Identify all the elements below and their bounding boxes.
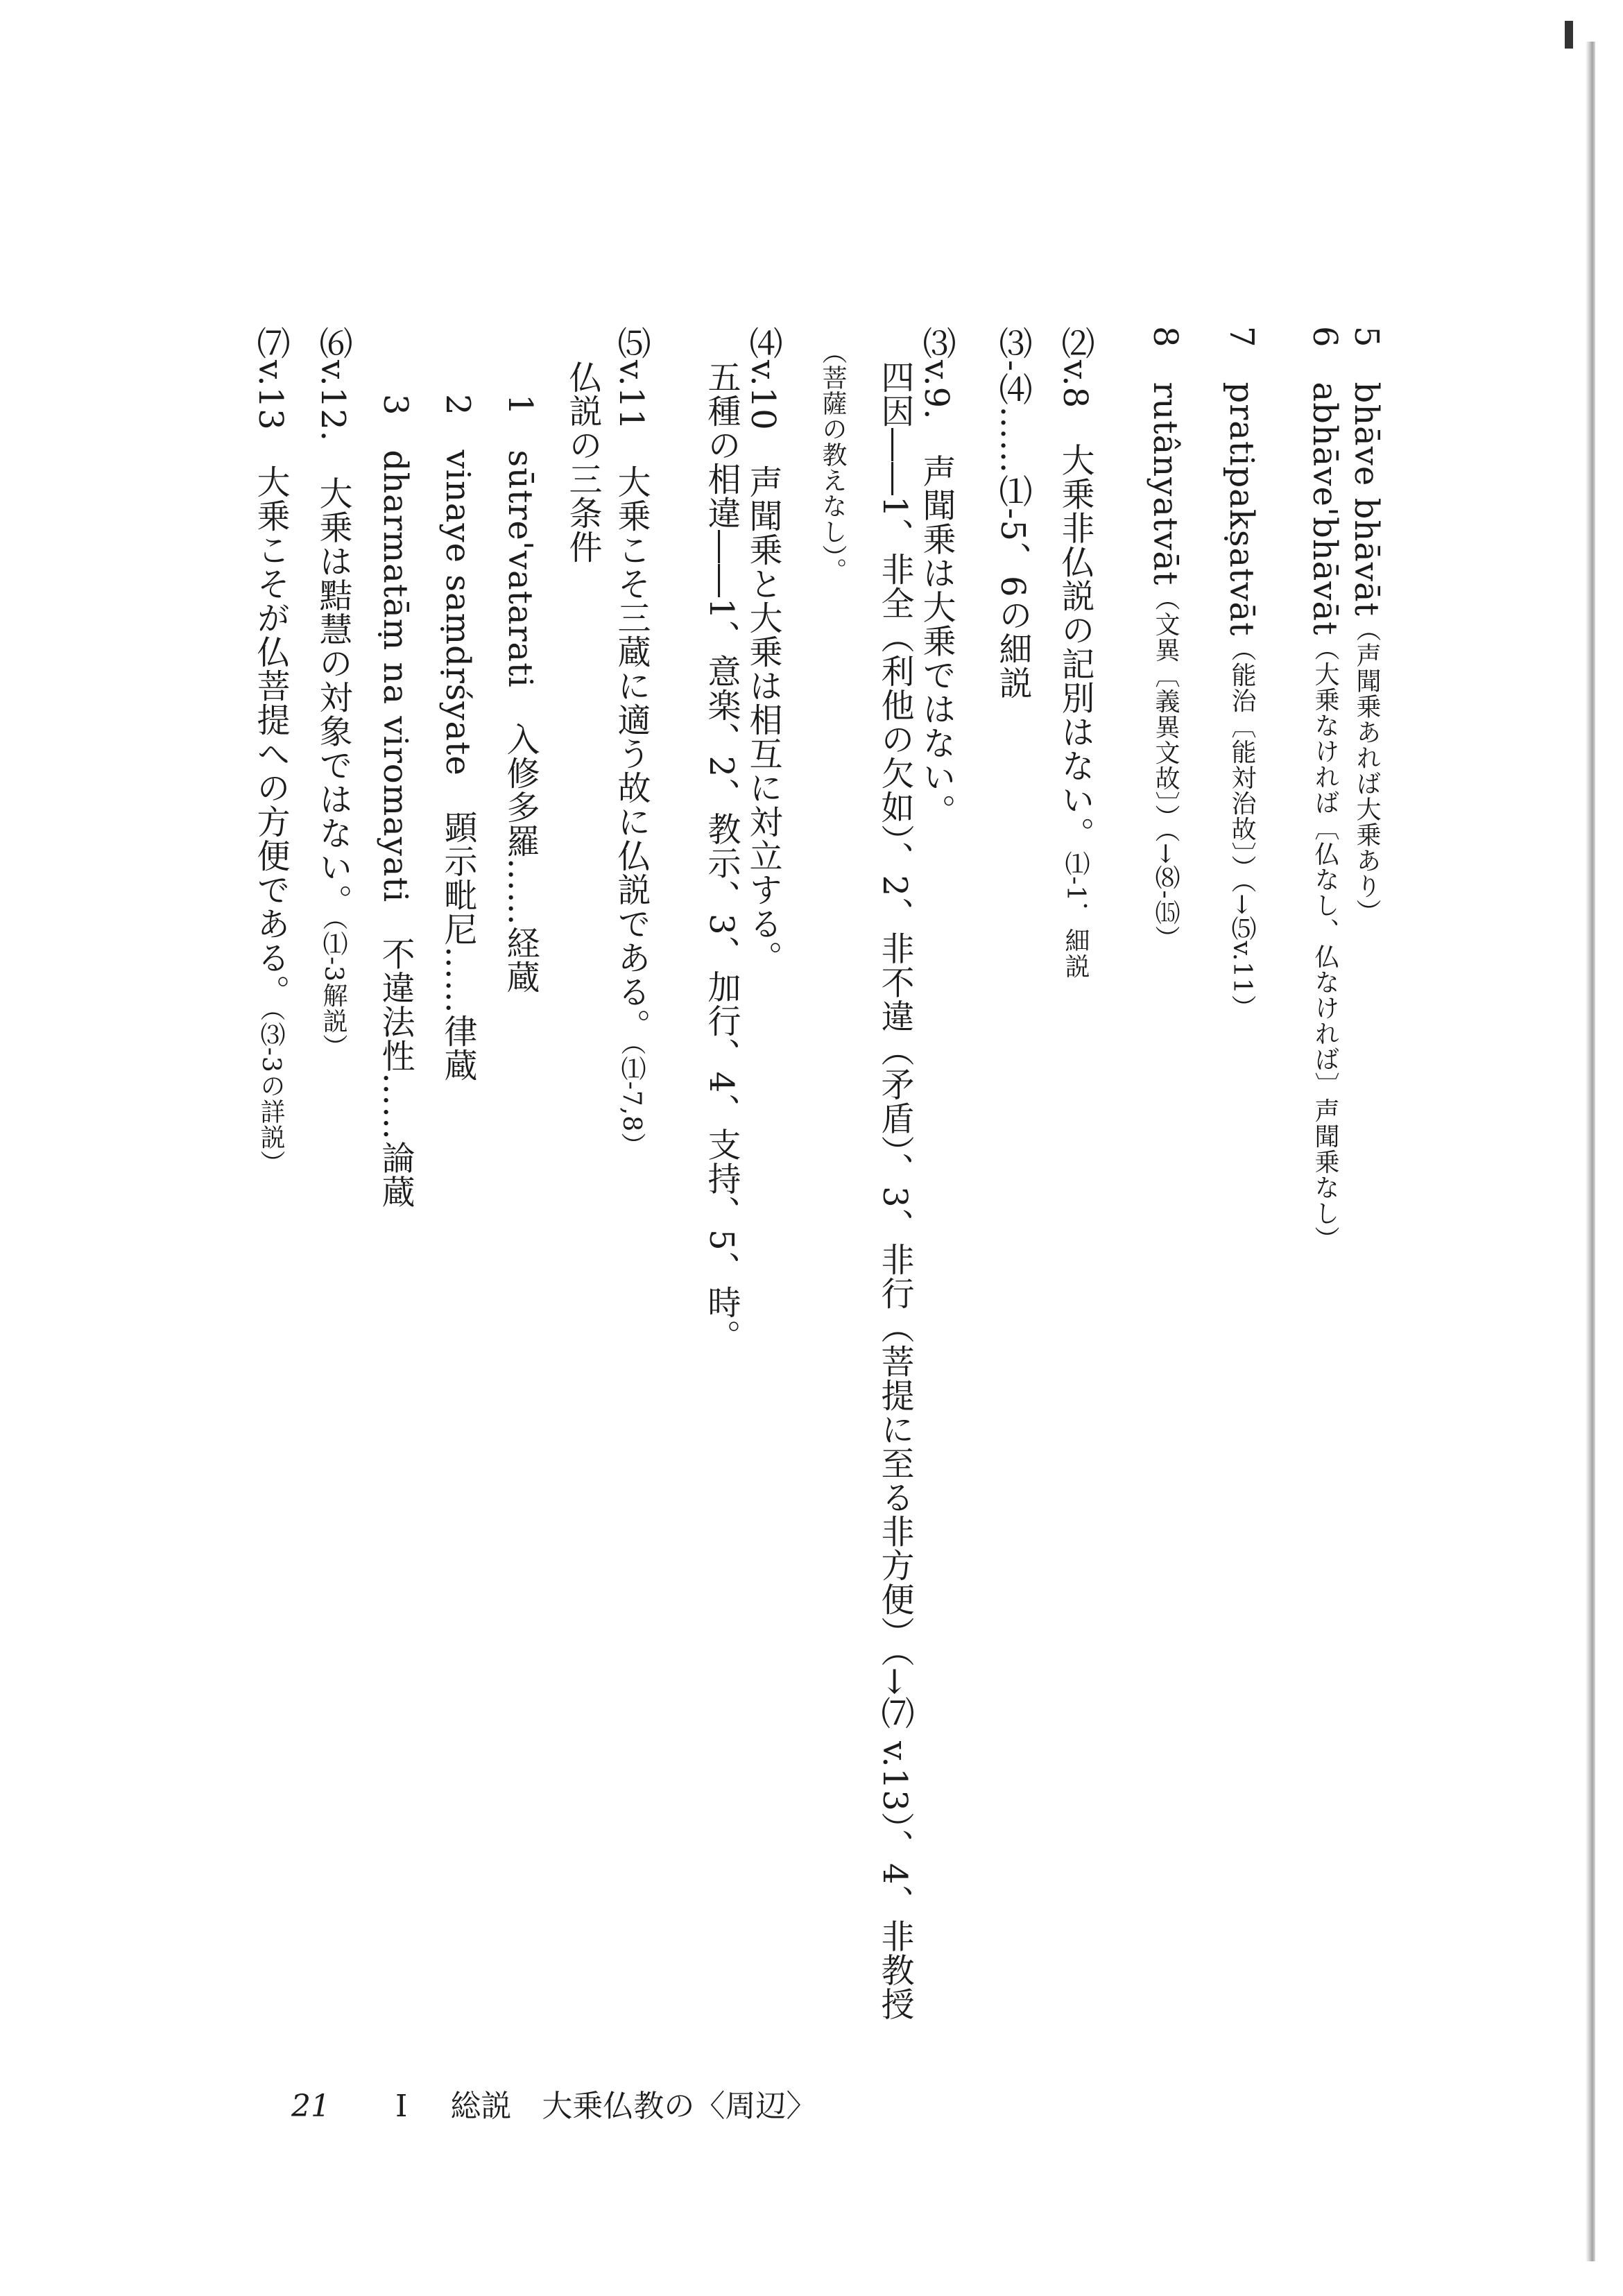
running-title: 総説 大乗仏教の〈周辺〉 [450, 2089, 817, 2124]
text-line: ⑵v.8 大乗非仏説の記別はない。⑴-1．細説 [1056, 326, 1094, 979]
text-line: 2 vinaye saṃdṛśyate 顕示毗尼……律蔵 [438, 326, 477, 1082]
text-line: ⑷v.10 声聞乗と大乗は相互に対立する。 [744, 326, 782, 975]
text-line: 1 sūtre'vatarati 入修多羅……経蔵 [501, 326, 540, 994]
text-line: ⑹v.12. 大乗は黠慧の対象ではない。（⑴-3解説） [314, 326, 352, 1060]
text-line: 5 bhāve bhāvāt（声聞乗あれば大乗あり） [1347, 326, 1386, 925]
text-line: ⑸v.11 大乗こそ三蔵に適う故に仏説である。（⑴-7,8） [612, 326, 651, 1158]
text-line: 仏説の三条件 [563, 326, 602, 564]
corner-mark [1565, 21, 1573, 49]
text-line: 五種の相違――1、意楽、2、教示、3、加行、4、支持、5、時。 [702, 326, 741, 1353]
text-line: 6 abhāve'bhāvāt（大乗なければ〔仏なし、仏なければ〕声聞乗なし） [1305, 326, 1344, 1252]
page-number: 21 [291, 2089, 330, 2124]
text-line: 3 dharmatāṃ na viromayati 不違法性……論蔵 [376, 326, 415, 1209]
book-spine-shadow [1586, 42, 1595, 2261]
text-line: 四因――1、非全（利他の欠如）、2、非不違（矛盾）、3、非行（菩提に至る非方便）（→⑺ v.13）、4、非教授 [875, 326, 914, 2021]
text-line: （菩薩の教えなし）。 [818, 326, 847, 583]
text-line: ⑶-⑷……⑴-5、6の細説 [993, 326, 1032, 700]
page-footer [291, 2081, 816, 2125]
text-line: ⑺v.13 大乗こそが仏菩提への方便である。（⑶-3の詳説） [251, 326, 290, 1176]
part-number: I [395, 2089, 408, 2124]
text-line: ⑶v.9. 声聞乗は大乗ではない。 [917, 326, 956, 828]
text-line: 7 pratipakṣatvāt（能治〔能対治故〕）（→⑸v.11） [1222, 326, 1261, 1020]
text-line: 8 rutânyatvāt（文異〔義異文故〕）（→⑻-⒂） [1146, 326, 1185, 951]
